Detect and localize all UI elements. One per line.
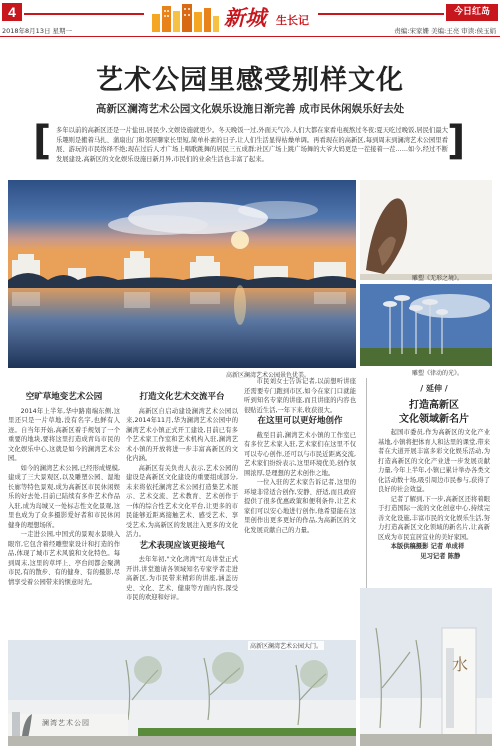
section-4-heading: 在这里可以更好地创作 (257, 416, 343, 426)
gate-photo-caption: 高新区澜湾艺术公园大门。 (250, 643, 323, 650)
sidebar-body (378, 428, 490, 561)
sculpture-photo-formless (360, 180, 492, 280)
main-photo-park-sunset (8, 180, 356, 368)
section-3-paragraph: 去年年初,"文化湾湾"红岛讲堂正式开讲,讲堂邀请各领域知名专家学者走进高新区,为市民带来精彩的讲座,涵盖历史、文化、艺术、健康等方面内容,深受市民的欢迎和好评。 (126, 556, 238, 601)
issue-date: 2018年8月13日 星期一 (2, 27, 73, 35)
sidebar-label: / 延伸 / (420, 384, 448, 393)
page-number: 4 (2, 3, 22, 21)
column-title: 新城 (224, 5, 266, 30)
editors-line: 责编:宋家姗 美编:王亮 审读:侯玉娟 (394, 27, 496, 35)
sidebar-heading-line1: 打造高新区 (409, 400, 459, 411)
section-3-paragraph: 市民刘女士告诉记者,以前想听讲座还需要专门跑到市区,如今在家门口就能听到知名专家的讲座,而且讲座的内容也很贴近生活,一年下来,收获很大。 (244, 378, 356, 414)
section-4-paragraph: 截至目前,澜湾艺术小镇的工作室已有多位艺术家入驻,艺术家们在这里不仅可以专心创作,还可以与市民近距离交流,艺术家们纷纷表示,这里环境优美,创作氛围浓厚,是理想的艺术创作之地。 (244, 431, 356, 477)
section-2-paragraph: 高新区自启动建设澜湾艺术公园以来,2014年11月,华为澜湾艺术公园中的澜湾艺术小镇正式开工建设,目前已有多个艺术家工作室和艺术机构入驻,澜湾艺术小镇的开放将进一步丰富高新区的文化内涵。 (126, 407, 238, 462)
article-title: 艺术公园里感受别样文化 (96, 65, 404, 96)
park-gate-photo (8, 640, 356, 746)
lead-bracket-right: ] (447, 118, 466, 164)
section-1-heading: 空旷草地变艺术公园 (25, 392, 103, 402)
article-subtitle: 高新区澜湾艺术公园文化娱乐设施日渐完善 成市民休闲娱乐好去处 (95, 103, 405, 115)
header-divider (0, 36, 500, 37)
gate-sign: 澜湾艺术公园 (42, 719, 90, 727)
sculpture-photo-light (360, 284, 492, 366)
section-2-paragraph: 高新区有关负责人表示,艺术公园的建设是高新区文化建设的重要组成部分,未来将依托澜湾艺术公园打造集艺术展示、艺术交流、艺术教育、艺术创作于一体的综合性艺术文化平台,让更多的市民能够近距离接触艺术、感受艺术、享受艺术,为高新区的发展注入更多的文化活力。 (126, 464, 238, 538)
section-2-heading: 打造文化艺术交流平台 (139, 392, 225, 402)
section-1-paragraph: 一走进公园,中国式的景观水景映入眼帘,它包含着经雕塑家设计和打造的作品,体现了城市艺术风貌和文化特色。每到周末,这里的草坪上、亭台间都会聚满市民,有的散步、有的健身、有的摄影,尽情享受着公园带来的惬意时光。 (8, 531, 120, 586)
header-rule-right (318, 13, 444, 15)
sculpture1-caption: 雕塑《无形之境》。 (412, 275, 464, 282)
photo-credit: 本版供稿摄影 记者 单成祥 (390, 543, 465, 550)
reporter-credit: 见习记者 陈静 (420, 552, 461, 560)
tower-text: 水 (452, 655, 469, 674)
section-1 (8, 391, 120, 587)
park-tower-photo (360, 588, 492, 746)
section-3-heading: 艺术表现应该更接地气 (139, 540, 225, 551)
sidebar-paragraph: 记者了解到,下一步,高新区还将着眼于打造国际一流的文化创意中心,持续完善文化设施,丰富市民的文化娱乐生活,努力打造高新区文化领域的新名片,让高新区成为市民宜居宜业的美好家园。 (378, 495, 490, 541)
city-skyline-icon (150, 2, 220, 32)
section-1-paragraph: 如今的澜湾艺术公园,已经形成规模,建成了三大景观区,以及雕塑公园、湿地长廊等特色景观,成为高新区市民休闲娱乐的好去处,目前已陆续有多件艺术作品入驻,成为岛城又一处标志性文化景观,这里也成为了众多摄影爱好者和市民休闲健身的理想场所。 (8, 464, 120, 529)
section-1-paragraph: 2014年上半年,华中路南端东侧,这里还只是一片草地,没有名字,也鲜有人迹。自当年开始,高新区着手规划了一个重要的地块,要将这里打造成青岛市民的文化娱乐中心,这就是如今的澜湾艺术公园。 (8, 407, 120, 462)
header-rule-left (24, 13, 144, 15)
article-lead: 多年以前的高新区还是一片盐田,居民少,文娱设施就更少。冬天晚饭一过,外面天气冷,人们大都在家看电视熬过冬夜;夏天吃过晚饭,居民们最大乐趣则是搬着马扎、蒲扇出门和邻居聊家长里短,简单朴素的日子,让人们生活显得枯燥单调。再看现在的高新区,每到周末到澜湾艺术公园里看展、游玩的市民络绎不绝;现在过后人才广场上唱歌跳舞的居民三五成群;社区广场上跳广场舞的大爷大妈更是一茬接着一茬……如今,经过不断发展建设,高新区的文化娱乐设施日新月异,市民们的业余生活也丰富了起来。 (56, 127, 448, 164)
main-photo-caption: 高新区澜湾艺术公园景色优美。 (226, 372, 311, 379)
sculpture2-caption: 雕塑《律动的光》。 (412, 370, 464, 377)
paper-name-badge: 今日红岛 (446, 4, 498, 21)
section-3-continued (244, 377, 356, 535)
section-2 (126, 391, 238, 603)
column-subtitle: 生长记 (276, 14, 309, 27)
section-4-paragraph: 一位入驻的艺术家告诉记者,这里的环境非常适合创作,安静、舒适,而且政府提供了很多优惠政策和便利条件,让艺术家们可以安心地进行创作,他希望能在这里创作出更多更好的作品,为高新区的文化发展贡献自己的力量。 (244, 479, 356, 534)
sidebar-paragraph: 起国市委员,作为高新区的文化产业基地,小镇将把体育人和达里的课堂,带来者在大道开展丰富多彩文化娱乐活动,为打造高新区的文化产业进一步发展贡献力量,今年上半年,小镇已累计举办各类文化活动数十场,吸引周边市民参与,获得了良好的社会效益。 (378, 429, 490, 493)
page-header (0, 0, 500, 38)
lead-bracket-left: [ (33, 118, 52, 164)
sidebar-heading-line2: 文化领域新名片 (399, 414, 469, 425)
